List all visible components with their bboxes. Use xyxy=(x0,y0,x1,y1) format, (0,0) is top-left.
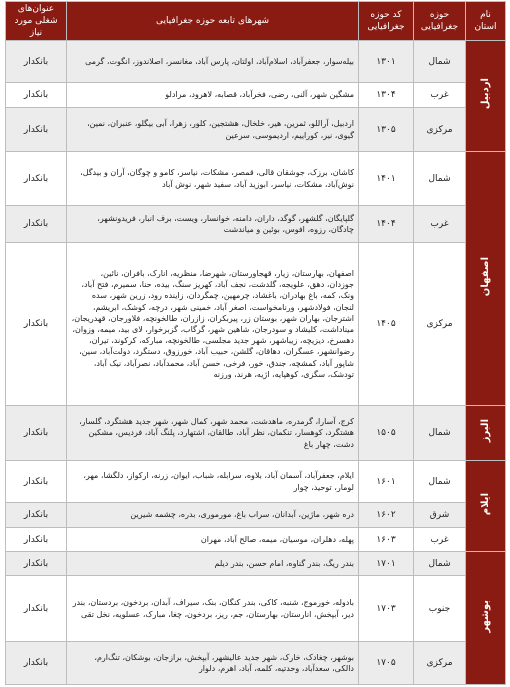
code-cell: ۱۷۰۳ xyxy=(359,576,414,642)
region-cell: جنوب xyxy=(414,576,466,642)
job-cell: بانکدار xyxy=(6,642,67,685)
table-row xyxy=(6,461,506,503)
province-cell xyxy=(466,41,506,152)
cities-cell: پهله، دهلران، موسیان، میمه، صالح آباد، مهران xyxy=(67,528,359,552)
job-cell: بانکدار xyxy=(6,528,67,552)
province-cell xyxy=(466,406,506,461)
cities-cell: اردبیل، آراللو، ثمرین، هیر، خلخال، هشتجین، کلور، زهرا، آبی بیگلو، عنبران، نمین، گیوی، نیر، کوراییم، اردیموسی، سرعین xyxy=(67,108,359,152)
job-cell: بانکدار xyxy=(6,108,67,152)
header-code: کد حوزه جغرافیایی xyxy=(359,2,414,41)
table-row xyxy=(6,41,506,83)
job-cell: بانکدار xyxy=(6,41,67,83)
cities-cell: دره شهر، ماژین، آبدانان، سراب باغ، مورموری، بدره، چشمه شیرین xyxy=(67,503,359,528)
province-cell xyxy=(466,152,506,406)
cities-cell: ایلام، جعفرآباد، آسمان آباد، بلاوه، سرابله، شباب، ایوان، زرنه، ارکواز، دلگشا، مهر، لومار، توحید، چوار xyxy=(67,461,359,503)
region-cell: شمال xyxy=(414,406,466,461)
province-name: بوشهر xyxy=(480,599,491,633)
table-row xyxy=(6,108,506,152)
table-row xyxy=(6,406,506,461)
region-cell: مرکزی xyxy=(414,642,466,685)
job-cell: بانکدار xyxy=(6,206,67,243)
cities-cell: بادوله، خورموج، شنبه، کاکی، بندر کنگان، بنک، سیراف، آبدان، بردخون، بردستان، بندر دیر، آبپخش، انارستان، بهارستان، جم، ریز، بردخون، چغا، مبارک، عسلویه، نخل تقی xyxy=(67,576,359,642)
job-cell: بانکدار xyxy=(6,503,67,528)
job-cell: بانکدار xyxy=(6,243,67,406)
code-cell: ۱۳۰۱ xyxy=(359,41,414,83)
code-cell: ۱۶۰۲ xyxy=(359,503,414,528)
province-name: اصفهان xyxy=(480,256,491,297)
region-cell: غرب xyxy=(414,83,466,108)
table-row xyxy=(6,503,506,528)
header-cities: شهرهای تابعه حوزه جغرافیایی xyxy=(67,2,359,41)
region-cell: مرکزی xyxy=(414,108,466,152)
code-cell: ۱۴۰۱ xyxy=(359,152,414,206)
job-cell: بانکدار xyxy=(6,406,67,461)
code-cell: ۱۵۰۵ xyxy=(359,406,414,461)
cities-table xyxy=(5,1,506,685)
cities-cell: بندر ریگ، بندر گناوه، امام حسن، بندر دیلم xyxy=(67,552,359,576)
code-cell: ۱۶۰۱ xyxy=(359,461,414,503)
code-cell: ۱۷۰۵ xyxy=(359,642,414,685)
cities-cell: بوشهر، چغادک، خارک، شهر جدید عالیشهر، آبپخش، برازجان، بوشکان، تنگ‌ارم، دالکی، سعدآباد، وحدتیه، کلمه، آباد، اهرم، دلوار xyxy=(67,642,359,685)
region-cell: شمال xyxy=(414,41,466,83)
cities-cell: کاشان، برزک، جوشقان قالی، قمصر، مشکات، نیاسر، کامو و چوگان، آران و بیدگل، نوش‌آباد، مشکات، نیاسر، ابوزید آباد، سفید شهر، نوش آباد xyxy=(67,152,359,206)
table-row xyxy=(6,152,506,206)
job-cell: بانکدار xyxy=(6,576,67,642)
job-cell: بانکدار xyxy=(6,552,67,576)
province-name: اردبیل xyxy=(480,78,491,110)
job-cell: بانکدار xyxy=(6,83,67,108)
table-row xyxy=(6,552,506,576)
region-cell: غرب xyxy=(414,206,466,243)
table-row xyxy=(6,83,506,108)
table-row xyxy=(6,243,506,406)
header-job: عنوان‌های شغلی مورد نیاز xyxy=(6,2,67,41)
region-cell: غرب xyxy=(414,528,466,552)
table-row xyxy=(6,206,506,243)
code-cell: ۱۷۰۱ xyxy=(359,552,414,576)
region-cell: شمال xyxy=(414,552,466,576)
region-cell: شمال xyxy=(414,152,466,206)
cities-cell: اصفهان، بهارستان، زیار، قهجاورستان، شهرضا، منظریه، انارک، بافران، نائین، جوزدان، دهق، علویجه، گلدشت، نجف آباد، کهریز سنگ، بیده، حنا، سمیرم، فتح آباد، ونک، کمه، باغ بهادران، باغشاد، چرمهین، چمگردان، زاینده رود، زرین شهر، سده لنجان، فولادشهر، ورنامخواست، اصغر آباد، خمینی شهر، درچه، کوشک، ابریشم، اشترجان، بهاران شهر، بوستان زر، پیربکران، زازران، طالخونچه، فلاورجان، قهدریجان، میناداشت، کلیشاد و سودرجان، شاهین شهر، گرگاب، گزبرخوار، لای بید، میمه، وزوان، دهسرخ، دیزیچه، زیباشهر، شهر جدید مجلسی، طالخونچه، مبارکه، کرکوند، تیران، رضوانشهر، عسگران، دهاقان، گلشن، حبیب آباد، خورزوق، دستگرد، دولت‌آباد، سین، شاپور آباد، کمشچه، جندق، خور، فرخی، حسن آباد، محمدآباد، نصرآباد، نیک آباد، تودشک، سگزی، کوهپایه، اژیه، هرند، ورزنه xyxy=(67,243,359,406)
table-row xyxy=(6,528,506,552)
province-cell xyxy=(466,552,506,685)
header-row xyxy=(6,2,506,41)
cities-cell: مشگین شهر، آلنی، رضی، فخرآباد، قصابه، لاهرود، مرادلو xyxy=(67,83,359,108)
region-cell: شرق xyxy=(414,503,466,528)
table-row xyxy=(6,642,506,685)
header-province: نام استان xyxy=(466,2,506,41)
code-cell: ۱۳۰۴ xyxy=(359,83,414,108)
job-cell: بانکدار xyxy=(6,461,67,503)
province-name: البرز xyxy=(480,419,491,443)
cities-cell: گلپایگان، گلشهر، گوگد، داران، دامنه، خوانسار، ویست، برف انبار، فریدونشهر، چادگان، رزوه، افوس، بوئین و میاندشت xyxy=(67,206,359,243)
header-region: حوزه جغرافیایی xyxy=(414,2,466,41)
province-name: ایلام xyxy=(480,492,491,516)
region-cell: مرکزی xyxy=(414,243,466,406)
cities-cell: کرج، آسارا، گرمدره، ماهدشت، محمد شهر، کمال شهر، شهر جدید هشتگرد، گلسار، هشتگرد، کوهسار، تنکمان، نظر آباد، طالقان، اشتهارد، پلنگ آباد، فردیس، مشکین دشت، چهار باغ xyxy=(67,406,359,461)
code-cell: ۱۴۰۴ xyxy=(359,206,414,243)
cities-cell: بیله‌سوار، جعفرآباد، اسلام‌آباد، اولتان، پارس آباد، مغانسر، اصلاندوز، انگوت، گرمی xyxy=(67,41,359,83)
code-cell: ۱۶۰۳ xyxy=(359,528,414,552)
job-cell: بانکدار xyxy=(6,152,67,206)
province-cell xyxy=(466,461,506,552)
region-cell: شمال xyxy=(414,461,466,503)
code-cell: ۱۳۰۵ xyxy=(359,108,414,152)
code-cell: ۱۴۰۵ xyxy=(359,243,414,406)
table-row xyxy=(6,576,506,642)
